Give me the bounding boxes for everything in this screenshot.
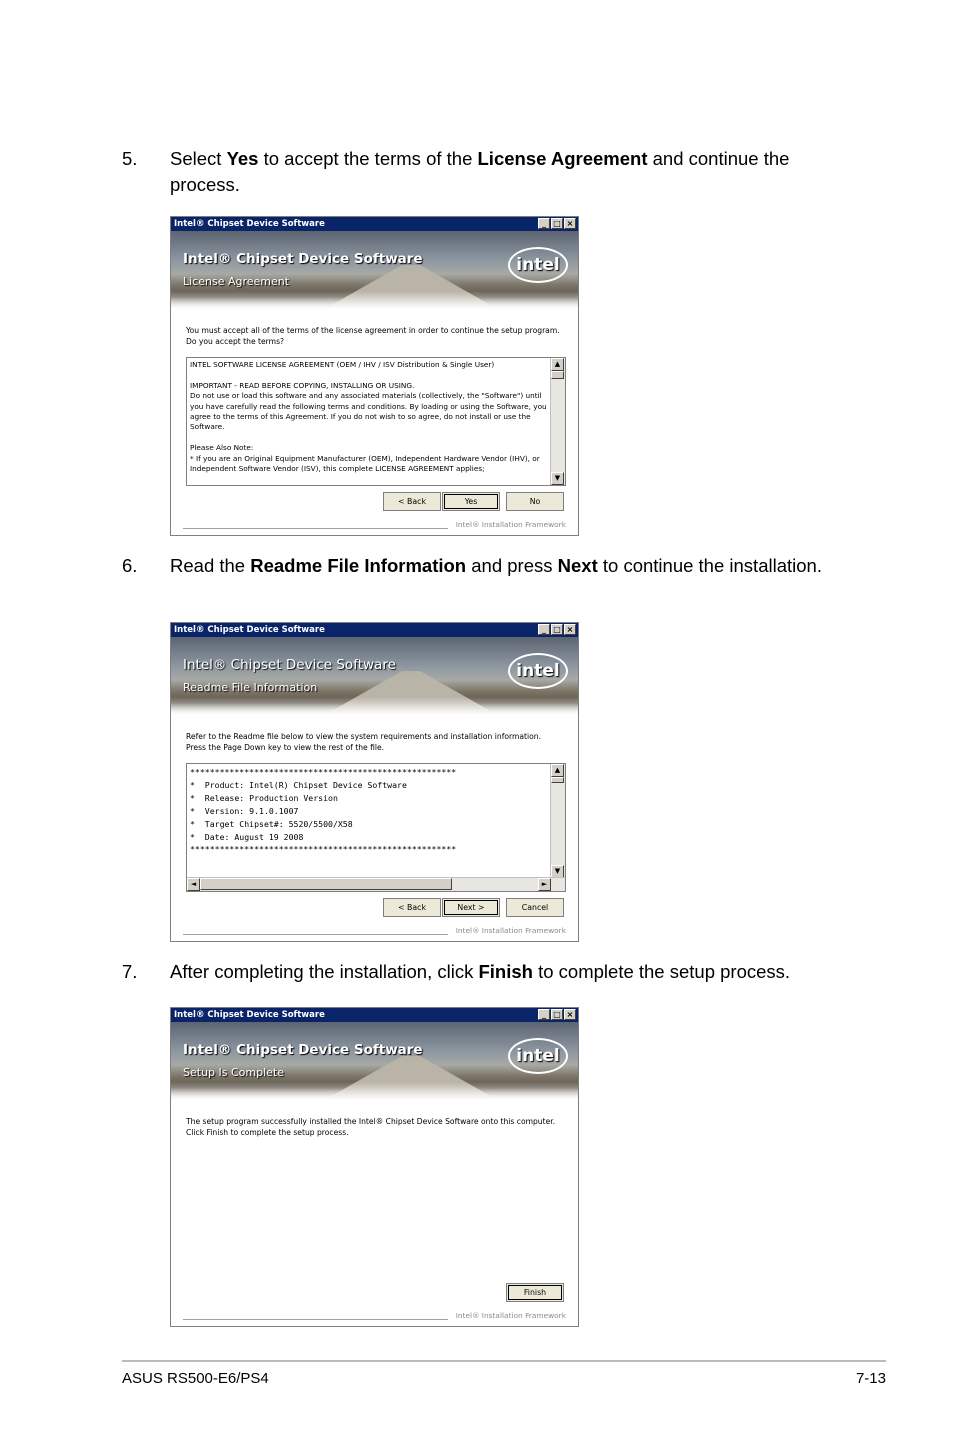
step-text: Read the Readme File Information and press Next to continue the installation. [170,555,822,576]
maximize-button[interactable]: □ [551,218,563,229]
close-button[interactable]: × [564,218,576,229]
step-number: 7. [122,961,138,982]
horizontal-scroll-thumb[interactable] [200,878,452,890]
title-bar: Intel® Chipset Device Software _ □ × [171,217,578,231]
title-bar: Intel® Chipset Device Software _ □ × [171,623,578,637]
page-number: 7-13 [855,1370,886,1387]
setup-complete-dialog [170,1007,579,1327]
header-banner [171,231,578,309]
license-text: INTEL SOFTWARE LICENSE AGREEMENT (OEM / IHV / ISV Distribution & Single User) IMPORTANT - READ BEFORE COPYING, INSTALLING OR USING. Do not use or load this software and any associated materials (collectively, the "Software") until you have carefully read the following terms and conditions. By loading or using the Software, you agree to the terms of this Agreement. If you do not wish to so agree, do not install or use the Software. Please Also Note: * If you are an Original Equipment Manufacturer (OEM), Independent Hardware Vendor (IHV), or Independent Software Vendor (ISV), this complete LICENSE AGREEMENT applies; [190,360,547,474]
license-text-box[interactable] [186,357,566,486]
banner-subtitle: Setup Is Complete [183,1066,284,1079]
step-text: Select Yes to accept the terms of the License Agreement and continue the process. [170,148,790,195]
banner-subtitle: Readme File Information [183,681,318,694]
scroll-up-button[interactable]: ▲ [551,358,564,371]
no-button[interactable]: No [506,492,564,511]
readme-text-box[interactable] [186,763,566,892]
header-banner [171,637,578,715]
step-text: After completing the installation, click Finish to complete the setup process. [170,961,791,982]
banner-title: Intel® Chipset Device Software [183,1042,423,1058]
next-button[interactable]: Next > [442,898,500,917]
title-bar: Intel® Chipset Device Software _ □ × [171,1008,578,1022]
instruction-text: The setup program successfully installed the Intel® Chipset Device Software onto this computer. Click Finish to complete the setup process. [186,1117,556,1137]
intel-logo: intel [508,653,568,689]
readme-dialog [170,622,579,942]
scroll-up-button[interactable]: ▲ [551,764,564,777]
cancel-button[interactable]: Cancel [506,898,564,917]
minimize-button[interactable]: _ [538,1009,550,1020]
license-agreement-dialog [170,216,579,536]
scroll-right-button[interactable]: ► [538,878,551,891]
footer-rule [122,1360,886,1362]
finish-button[interactable]: Finish [506,1283,564,1302]
scroll-thumb[interactable] [551,777,564,783]
footer-product: ASUS RS500-E6/PS4 [122,1370,269,1387]
close-button[interactable]: × [564,1009,576,1020]
back-button[interactable]: < Back [383,492,441,511]
yes-button[interactable]: Yes [442,492,500,511]
back-button[interactable]: < Back [383,898,441,917]
minimize-button[interactable]: _ [538,624,550,635]
intel-logo: intel [508,247,568,283]
banner-title: Intel® Chipset Device Software [183,657,396,673]
scroll-thumb[interactable] [551,371,564,379]
step-number: 6. [122,555,138,576]
maximize-button[interactable]: □ [551,624,563,635]
header-banner [171,1022,578,1100]
intel-logo: intel [508,1038,568,1074]
maximize-button[interactable]: □ [551,1009,563,1020]
vertical-scrollbar[interactable] [550,764,565,878]
horizontal-scrollbar[interactable] [187,877,565,891]
minimize-button[interactable]: _ [538,218,550,229]
scroll-down-button[interactable]: ▼ [551,865,564,878]
vertical-scrollbar[interactable] [550,358,565,485]
close-button[interactable]: × [564,624,576,635]
instruction-text: You must accept all of the terms of the license agreement in order to continue the setup program. Do you accept the terms? [186,326,560,346]
banner-subtitle: License Agreement [183,275,290,288]
scroll-left-button[interactable]: ◄ [187,878,200,891]
framework-label: Intel® Installation Framework [455,926,566,935]
framework-label: Intel® Installation Framework [455,520,566,529]
banner-title: Intel® Chipset Device Software [183,251,423,267]
instruction-text: Refer to the Readme file below to view the system requirements and installation information. Press the Page Down key to view the rest of the file. [186,732,542,752]
readme-text: ****************************************************** * Product: Intel(R) Chipset Device Software * Release: Production Version * Version: 9.1.0.1007 * Target Chipset#: 5520/5500/X58 * Date: August 19 2008 ****************************************************** [190,767,457,855]
framework-label: Intel® Installation Framework [455,1311,566,1320]
step-number: 5. [122,148,138,169]
scroll-down-button[interactable]: ▼ [551,472,564,485]
